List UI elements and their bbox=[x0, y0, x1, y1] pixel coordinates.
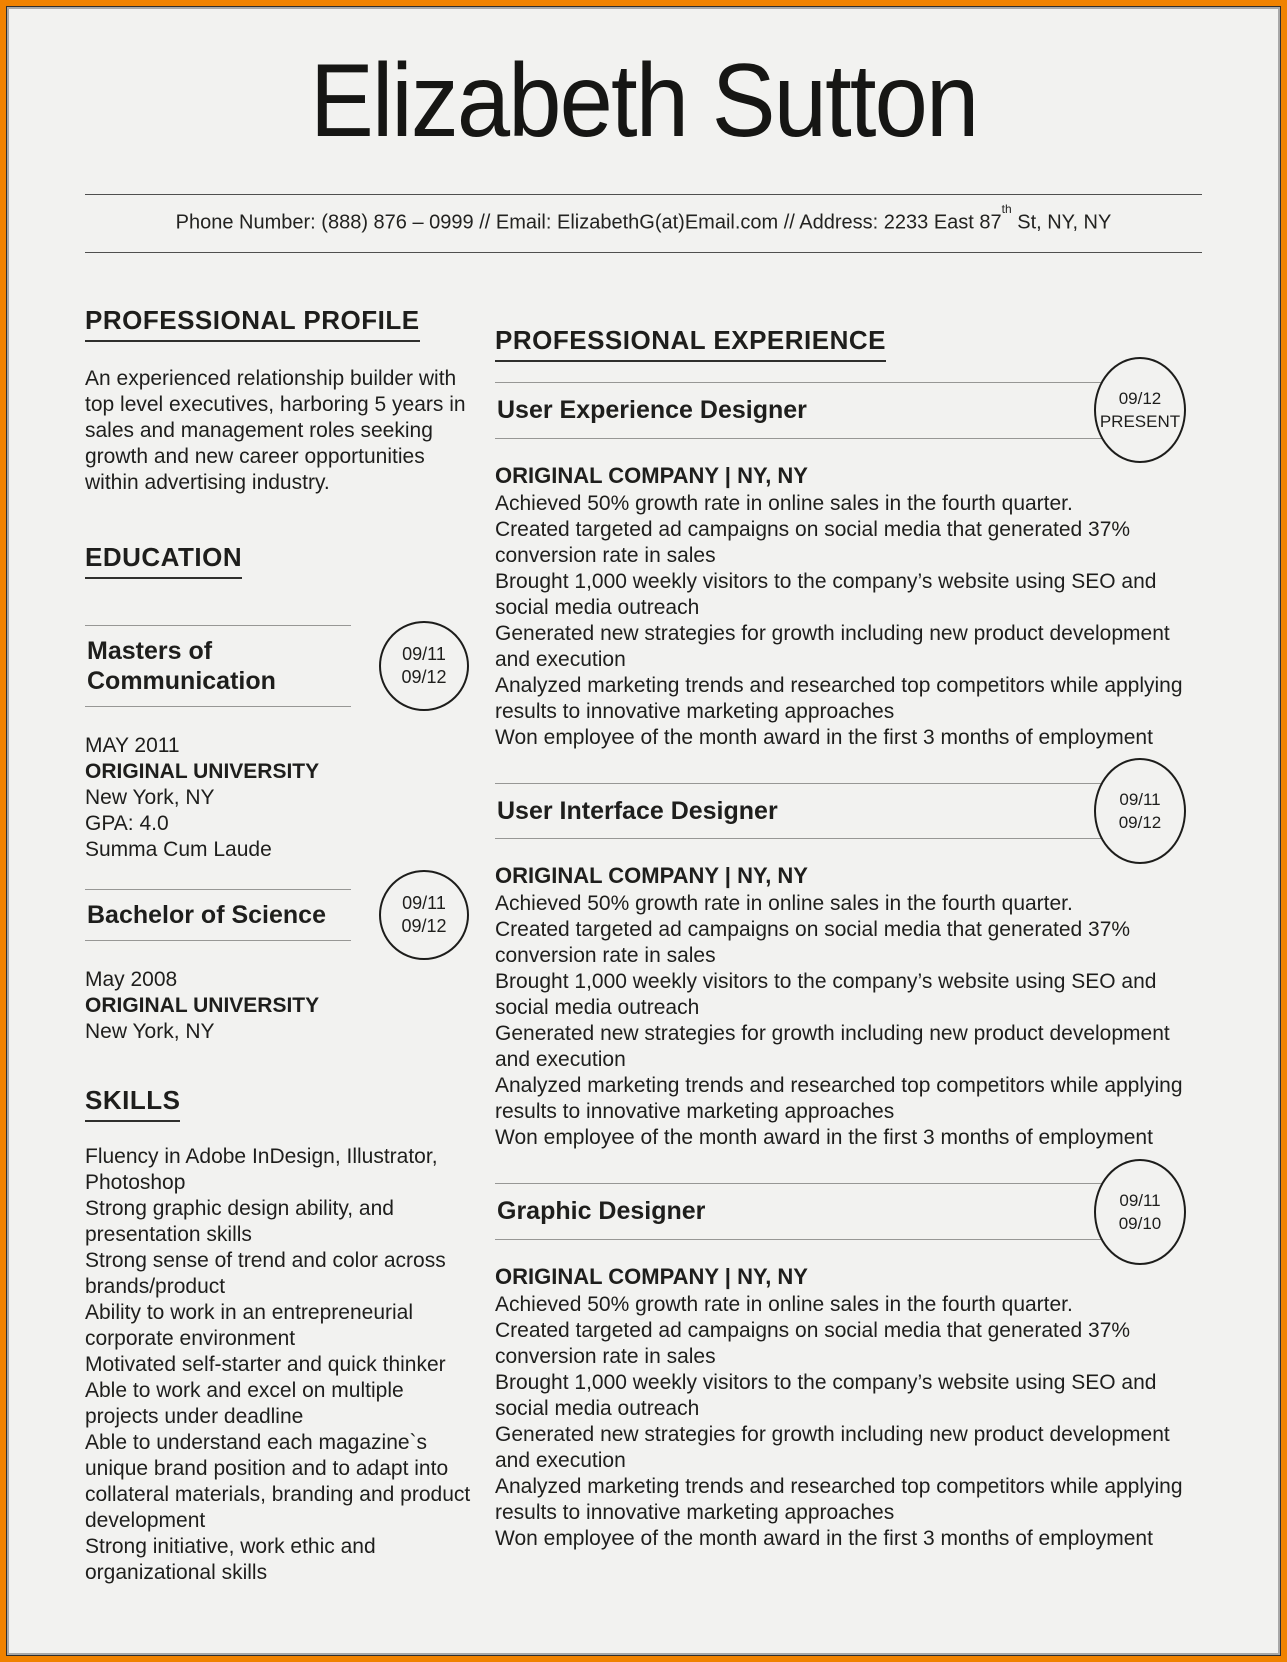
job-bullet: Brought 1,000 weekly visitors to the company’s website using SEO and social media outreach bbox=[495, 970, 1157, 1020]
job-bullet: Generated new strategies for growth including new product development and execution bbox=[495, 1423, 1170, 1473]
skill-item: Ability to work in an entrepreneurial corporate environment bbox=[85, 1300, 414, 1350]
education-honors: Summa Cum Laude bbox=[85, 837, 272, 861]
education-location: New York, NY bbox=[85, 1019, 215, 1043]
job-entry-header bbox=[495, 1183, 1202, 1240]
resume-content bbox=[7, 7, 1280, 1655]
date-circle bbox=[1094, 1159, 1186, 1265]
job-bullet: Won employee of the month award in the first 3 months of employment bbox=[495, 1527, 1153, 1551]
right-column bbox=[495, 305, 1202, 1586]
job-description bbox=[495, 491, 1202, 751]
job-entry bbox=[495, 783, 1202, 1152]
job-bullet: Analyzed marketing trends and researched top competitors while applying results to innovative marketing approaches bbox=[495, 673, 1183, 723]
date-end: 09/12 bbox=[401, 915, 447, 936]
profile-summary: An experienced relationship builder with top level executives, harboring 5 years in sales and management roles seeking growth and new career opportunities within advertising industry. bbox=[85, 366, 466, 494]
resume-page bbox=[6, 6, 1281, 1656]
job-bullet: Brought 1,000 weekly visitors to the company’s website using SEO and social media outreach bbox=[495, 569, 1157, 619]
job-bullet: Generated new strategies for growth including new product development and execution bbox=[495, 621, 1170, 671]
education-entry-header bbox=[85, 625, 477, 707]
contact-line bbox=[85, 194, 1202, 253]
job-title: User Experience Designer bbox=[495, 382, 1103, 439]
company-line: ORIGINAL COMPANY | NY, NY bbox=[495, 1264, 808, 1290]
job-bullet: Won employee of the month award in the first 3 months of employment bbox=[495, 725, 1153, 749]
section-heading-professional-experience: PROFESSIONAL EXPERIENCE bbox=[495, 325, 886, 362]
skills-list bbox=[85, 1144, 477, 1586]
job-bullet: Created targeted ad campaigns on social media that generated 37% conversion rate in sales bbox=[495, 1319, 1131, 1369]
contact-main: Phone Number: (888) 876 – 0999 // Email: ElizabethG(at)Email.com // Address: 2233 East 87 bbox=[175, 211, 1002, 234]
skill-item: Strong sense of trend and color across brands/product bbox=[85, 1248, 446, 1298]
page-title bbox=[85, 43, 1202, 159]
date-circle bbox=[1094, 758, 1186, 864]
job-bullet: Created targeted ad campaigns on social media that generated 37% conversion rate in sales bbox=[495, 918, 1131, 968]
education-entry bbox=[85, 625, 477, 863]
section-heading-skills: SKILLS bbox=[85, 1085, 180, 1122]
education-gpa: GPA: 4.0 bbox=[85, 811, 169, 835]
company-line: ORIGINAL COMPANY | NY, NY bbox=[495, 863, 808, 889]
education-location: New York, NY bbox=[85, 785, 215, 809]
company-line: ORIGINAL COMPANY | NY, NY bbox=[495, 462, 808, 488]
section-heading-professional-profile: PROFESSIONAL PROFILE bbox=[85, 305, 420, 342]
resume-header bbox=[85, 43, 1202, 253]
job-bullet: Analyzed marketing trends and researched top competitors while applying results to innovative marketing approaches bbox=[495, 1074, 1183, 1124]
education-details bbox=[85, 733, 477, 863]
job-entry-header bbox=[495, 382, 1202, 439]
date-start: 09/11 bbox=[1119, 789, 1161, 809]
date-end: 09/10 bbox=[1118, 1213, 1162, 1233]
skill-item: Strong initiative, work ethic and organizational skills bbox=[85, 1534, 376, 1584]
education-school: ORIGINAL UNIVERSITY bbox=[85, 993, 320, 1017]
candidate-name: Elizabeth Sutton bbox=[309, 43, 978, 159]
job-entry bbox=[495, 1183, 1202, 1552]
job-bullet: Achieved 50% growth rate in online sales in the fourth quarter. bbox=[495, 1293, 1073, 1317]
education-date: May 2008 bbox=[85, 967, 178, 991]
job-entry-header bbox=[495, 783, 1202, 840]
degree-title: Bachelor of Science bbox=[85, 889, 351, 941]
degree-title: Masters of Communication bbox=[85, 625, 351, 707]
contact-tail: St, NY, NY bbox=[1011, 211, 1112, 234]
date-circle bbox=[379, 870, 469, 960]
skill-item: Strong graphic design ability, and presentation skills bbox=[85, 1196, 394, 1246]
education-entry-header bbox=[85, 889, 477, 941]
education-date: MAY 2011 bbox=[85, 733, 180, 757]
skill-item: Motivated self-starter and quick thinker bbox=[85, 1352, 446, 1376]
two-column-layout bbox=[85, 305, 1202, 1586]
job-bullet: Won employee of the month award in the first 3 months of employment bbox=[495, 1126, 1153, 1150]
date-circle bbox=[1094, 357, 1186, 463]
date-start: 09/11 bbox=[1119, 1190, 1161, 1210]
contact-superscript: th bbox=[1001, 202, 1012, 217]
education-school: ORIGINAL UNIVERSITY bbox=[85, 759, 320, 783]
job-description bbox=[495, 1292, 1202, 1552]
skill-item: Able to work and excel on multiple projects under deadline bbox=[85, 1378, 404, 1428]
date-start: 09/11 bbox=[402, 892, 446, 913]
education-details bbox=[85, 967, 477, 1045]
job-bullet: Analyzed marketing trends and researched top competitors while applying results to innovative marketing approaches bbox=[495, 1475, 1183, 1525]
job-bullet: Created targeted ad campaigns on social media that generated 37% conversion rate in sales bbox=[495, 517, 1131, 567]
job-description bbox=[495, 891, 1202, 1151]
date-end: PRESENT bbox=[1099, 412, 1181, 432]
left-column bbox=[85, 305, 477, 1586]
date-end: 09/12 bbox=[401, 666, 447, 687]
job-title: Graphic Designer bbox=[495, 1183, 1103, 1240]
job-bullet: Achieved 50% growth rate in online sales in the fourth quarter. bbox=[495, 892, 1073, 916]
skill-item: Able to understand each magazine`s unique brand position and to adapt into collateral materials, branding and product development bbox=[85, 1430, 471, 1532]
job-title: User Interface Designer bbox=[495, 783, 1103, 840]
date-circle bbox=[379, 621, 469, 711]
job-bullet: Generated new strategies for growth including new product development and execution bbox=[495, 1022, 1170, 1072]
education-entry bbox=[85, 889, 477, 1045]
date-start: 09/12 bbox=[1118, 389, 1162, 409]
skill-item: Fluency in Adobe InDesign, Illustrator, Photoshop bbox=[85, 1144, 438, 1194]
job-entry bbox=[495, 382, 1202, 751]
date-end: 09/12 bbox=[1118, 812, 1162, 832]
job-bullet: Achieved 50% growth rate in online sales in the fourth quarter. bbox=[495, 491, 1073, 515]
section-heading-education: EDUCATION bbox=[85, 542, 242, 579]
date-start: 09/11 bbox=[402, 643, 446, 664]
job-bullet: Brought 1,000 weekly visitors to the company’s website using SEO and social media outreach bbox=[495, 1371, 1157, 1421]
